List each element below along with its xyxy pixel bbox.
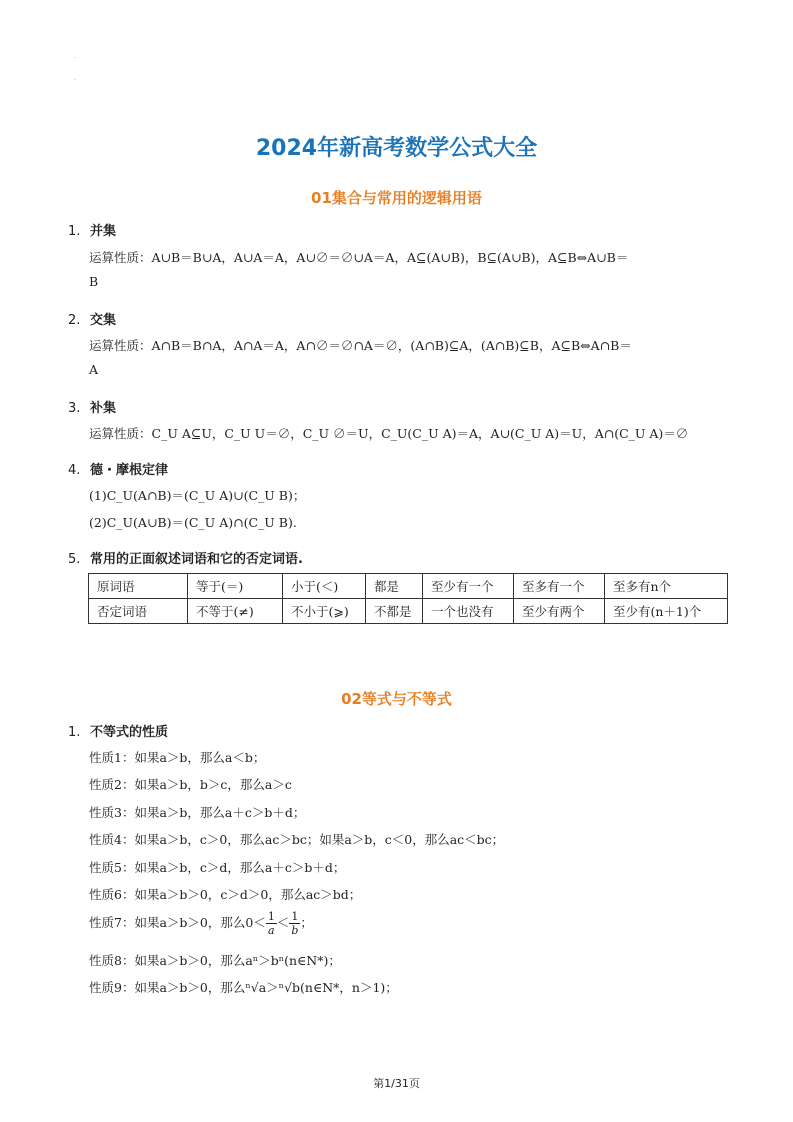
section-title-1: 01集合与常用的逻辑用语: [311, 189, 482, 207]
item-heading-text: 常用的正面叙述词语和它的否定词语.: [90, 552, 303, 567]
formula-line: (2)C_U(A∪B)＝(C_U A)∩(C_U B).: [89, 515, 297, 530]
property-line: 性质6：如果a＞b＞0，c＞d＞0，那么ac＞bd；: [89, 887, 362, 902]
item-heading: [68, 548, 303, 567]
item-number: 5.: [68, 552, 81, 567]
corner-marks: · ·: [74, 55, 76, 84]
item-heading-text: 不等式的性质: [90, 725, 169, 740]
table-cell: 等于(＝): [188, 574, 283, 599]
table-cell: 否定词语: [89, 599, 188, 624]
item-number: 2.: [68, 313, 81, 328]
fraction-denominator: a: [268, 924, 275, 937]
fraction-one-over-b: [289, 910, 300, 937]
item-number: 4.: [68, 463, 81, 478]
property-line: 性质2：如果a＞b，b＞c，那么a＞c: [89, 777, 292, 792]
item-number: 3.: [68, 401, 81, 416]
page-number: 第1/31页: [373, 1077, 420, 1090]
document-title: 2024年新高考数学公式大全: [255, 136, 538, 161]
table-row: [89, 574, 728, 599]
item-heading-text: 交集: [90, 313, 117, 328]
section-title-2: 02等式与不等式: [341, 690, 452, 708]
item-number: 1.: [68, 725, 81, 740]
property-line: 性质3：如果a＞b，那么a＋c＞b＋d；: [89, 805, 306, 820]
negation-table: [88, 573, 728, 624]
item-heading-text: 补集: [90, 401, 117, 416]
table-cell: 原词语: [89, 574, 188, 599]
formula-line: 运算性质：C_U A⊆U，C_U U＝∅，C_U ∅＝U，C_U(C_U A)＝A，A∪(C_U A)＝U，A∩(C_U A)＝∅: [89, 426, 689, 441]
table-cell: 不等于(≠): [188, 599, 283, 624]
fraction-tail: ；: [300, 915, 313, 930]
property-line: 性质1：如果a＞b，那么a＜b；: [89, 750, 266, 765]
table-cell: 至多有n个: [605, 574, 728, 599]
fraction-one-over-a: [266, 910, 277, 937]
fraction-numerator: 1: [267, 910, 275, 923]
item-heading: [68, 721, 168, 740]
item-number: 1.: [68, 224, 81, 239]
item-heading: [68, 459, 168, 478]
property-line: 性质9：如果a＞b＞0，那么ⁿ√a＞ⁿ√b(n∈N*，n＞1)；: [89, 980, 398, 995]
fraction-denominator: b: [291, 924, 299, 937]
item-heading: [68, 397, 116, 416]
property-line-7: [89, 910, 313, 937]
table-cell: 不小于(⩾): [283, 599, 366, 624]
table-cell: 不都是: [366, 599, 423, 624]
table-row: [89, 599, 728, 624]
table-cell: 都是: [366, 574, 423, 599]
property-line: 性质4：如果a＞b，c＞0，那么ac＞bc；如果a＞b，c＜0，那么ac＜bc；: [89, 832, 505, 847]
table-cell: 至少有一个: [423, 574, 514, 599]
formula-line: (1)C_U(A∩B)＝(C_U A)∪(C_U B)；: [89, 488, 306, 503]
property-7-text: 性质7：如果a＞b＞0，那么0＜: [89, 915, 266, 930]
formula-line: 运算性质：A∩B＝B∩A，A∩A＝A，A∩∅＝∅∩A＝∅，(A∩B)⊆A，(A∩B)⊆B，A⊆B⇔A∩B＝: [89, 338, 632, 353]
table-cell: 至少有(n＋1)个: [605, 599, 728, 624]
table-cell: 一个也没有: [423, 599, 514, 624]
table-cell: 至多有一个: [514, 574, 605, 599]
item-heading: [68, 220, 116, 239]
table-cell: 小于(＜): [283, 574, 366, 599]
formula-line: B: [89, 274, 99, 289]
property-line: 性质5：如果a＞b，c＞d，那么a＋c＞b＋d；: [89, 860, 346, 875]
property-line: 性质8：如果a＞b＞0，那么aⁿ＞bⁿ(n∈N*)；: [89, 953, 341, 968]
fraction-numerator: 1: [289, 910, 300, 924]
formula-line: 运算性质：A∪B＝B∪A，A∪A＝A，A∪∅＝∅∪A＝A，A⊆(A∪B)，B⊆(A∪B)，A⊆B⇔A∪B＝: [89, 250, 629, 265]
formula-line: A: [89, 362, 99, 377]
item-heading: [68, 309, 116, 328]
item-heading-text: 德・摩根定律: [90, 463, 169, 478]
fraction-relation: ＜: [276, 915, 290, 930]
table-cell: 至少有两个: [514, 599, 605, 624]
item-heading-text: 并集: [90, 224, 117, 239]
